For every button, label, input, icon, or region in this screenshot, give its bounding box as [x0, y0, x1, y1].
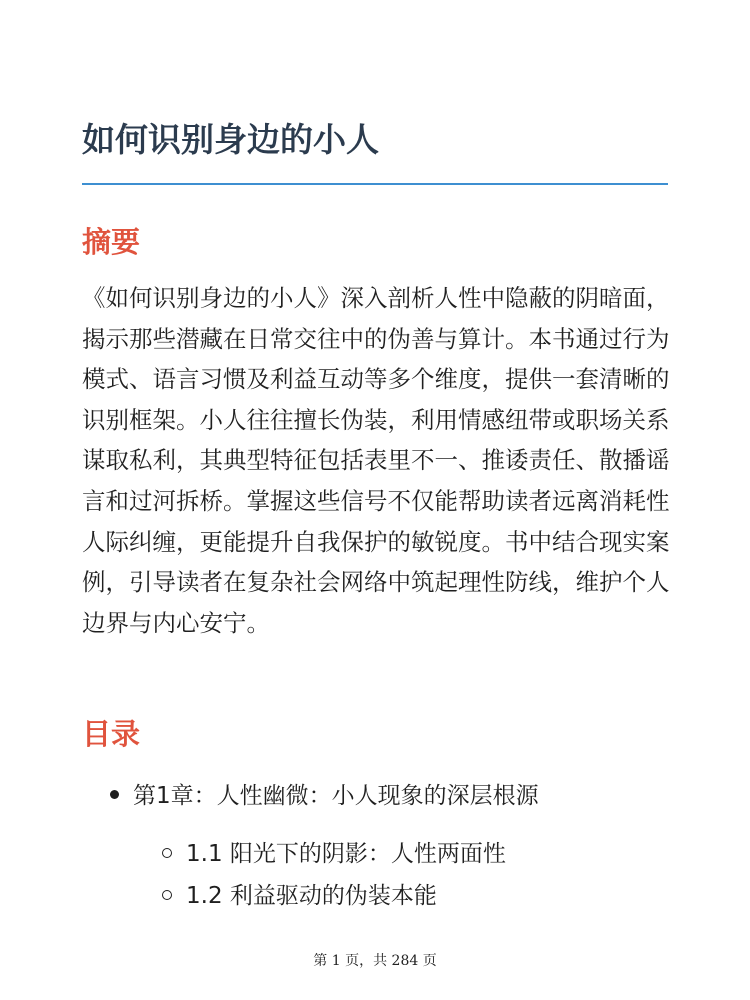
- toc-item-section-1-1: [162, 834, 506, 874]
- toc-heading: 目录: [82, 717, 141, 751]
- toc-item-label: 第1章：人性幽微：小人现象的深层根源: [133, 783, 539, 809]
- summary-heading: 摘要: [82, 225, 141, 259]
- summary-paragraph: 《如何识别身边的小人》深入剖析人性中隐蔽的阴暗面，揭示那些潜藏在日常交往中的伪善与算计。本书通过行为模式、语言习惯及利益互动等多个维度，提供一套清晰的识别框架。小人往往擅长伪装，利用情感纽带或职场关系谋取私利，其典型特征包括表里不一、推诿责任、散播谣言和过河拆桥。掌握这些信号不仅能帮助读者远离消耗性人际纠缠，更能提升自我保护的敏锐度。书中结合现实案例，引导读者在复杂社会网络中筑起理性防线，维护个人边界与内心安宁。: [82, 284, 670, 637]
- document-title: 如何识别身边的小人: [82, 120, 379, 159]
- page-number-footer: 第 1 页，共 284 页: [313, 953, 437, 969]
- title-divider: [82, 183, 668, 185]
- toc-item-label: 1.1 阳光下的阴影：人性两面性: [186, 841, 506, 867]
- toc-item-chapter-1: [110, 776, 539, 816]
- bullet-circle-icon: [162, 848, 172, 858]
- toc-item-label: 1.2 利益驱动的伪装本能: [186, 883, 437, 909]
- bullet-disc-icon: [110, 790, 119, 799]
- bullet-circle-icon: [162, 890, 172, 900]
- toc-item-section-1-2: [162, 876, 437, 916]
